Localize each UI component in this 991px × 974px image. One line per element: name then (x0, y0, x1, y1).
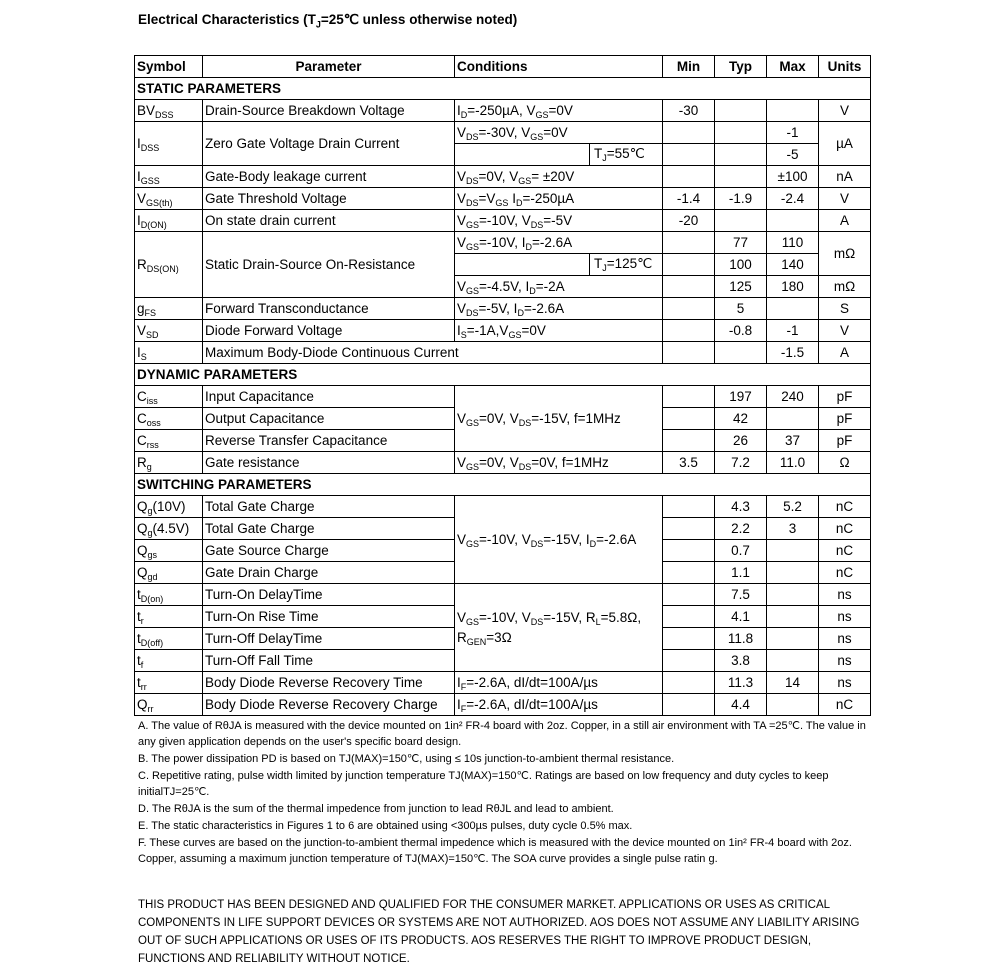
typ-cell: 4.3 (715, 496, 767, 518)
min-cell (663, 320, 715, 342)
min-cell: 3.5 (663, 452, 715, 474)
symbol-cell: $g_{FS}$ (135, 298, 203, 320)
unit-cell: mΩ (819, 276, 871, 298)
parameter-cell: Gate Threshold Voltage (203, 188, 455, 210)
unit-cell: A (819, 342, 871, 364)
typ-cell: 3.8 (715, 650, 767, 672)
min-cell (663, 562, 715, 584)
max-cell (767, 584, 819, 606)
min-cell: -20 (663, 210, 715, 232)
max-cell: -1.5 (767, 342, 819, 364)
parameter-cell: Body Diode Reverse Recovery Time (203, 672, 455, 694)
conditions-cell: $I_F=-2.6A$, dI/dt=100A/µs (455, 694, 663, 716)
electrical-characteristics-table (134, 55, 871, 716)
typ-cell (715, 342, 767, 364)
table-row (135, 672, 871, 694)
header-symbol: Symbol (135, 56, 203, 78)
parameter-cell: Total Gate Charge (203, 496, 455, 518)
max-cell (767, 694, 819, 716)
typ-cell: -1.9 (715, 188, 767, 210)
typ-cell (715, 144, 767, 166)
parameter-cell: Zero Gate Voltage Drain Current (203, 122, 455, 166)
table-row (135, 100, 871, 122)
header-min: Min (663, 56, 715, 78)
max-cell: 37 (767, 430, 819, 452)
typ-cell (715, 210, 767, 232)
max-cell: 180 (767, 276, 819, 298)
max-cell: 110 (767, 232, 819, 254)
symbol-cell: $I_{D(ON)}$ (135, 210, 203, 232)
min-cell (663, 298, 715, 320)
symbol-cell: $Q_g(4.5V)$ (135, 518, 203, 540)
conditions-cell: $V_{DS}=-5V$, $I_D=-2.6A$ (455, 298, 663, 320)
symbol-cell: $C_{rss}$ (135, 430, 203, 452)
typ-cell: 26 (715, 430, 767, 452)
typ-cell: 1.1 (715, 562, 767, 584)
typ-cell: 7.5 (715, 584, 767, 606)
parameter-cell: On state drain current (203, 210, 455, 232)
typ-cell (715, 166, 767, 188)
conditions-cell: $V_{GS}=-10V$, $I_D=-2.6A$ (455, 232, 663, 254)
min-cell (663, 650, 715, 672)
max-cell: 3 (767, 518, 819, 540)
parameter-cell: Drain-Source Breakdown Voltage (203, 100, 455, 122)
table-row (135, 298, 871, 320)
page-title: Electrical Characteristics ($T_J=25℃$ unless otherwise noted) (138, 12, 518, 30)
parameter-cell: Body Diode Reverse Recovery Charge (203, 694, 455, 716)
typ-cell (715, 122, 767, 144)
footnote-f: F. These curves are based on the junction-to-ambient thermal impedence which is measured with the device mounted on 1in² FR-4 board with 2oz. Copper, assuming a maximum junction temperature of TJ(MAX)=150℃. The SOA curve provides a single pulse ratin g. (138, 837, 852, 865)
symbol-cell: $Q_g(10V)$ (135, 496, 203, 518)
min-cell (663, 254, 715, 276)
symbol-cell: $I_S$ (135, 342, 203, 364)
typ-cell: 2.2 (715, 518, 767, 540)
parameter-cell: Input Capacitance (203, 386, 455, 408)
unit-cell: nC (819, 518, 871, 540)
symbol-cell: $R_{DS(ON)}$ (135, 232, 203, 298)
parameter-cell: Reverse Transfer Capacitance (203, 430, 455, 452)
conditions-cell: $I_S=-1A,V_{GS}=0V$ (455, 320, 663, 342)
symbol-cell: $C_{iss}$ (135, 386, 203, 408)
typ-cell: -0.8 (715, 320, 767, 342)
table-row (135, 166, 871, 188)
conditions-cell: $V_{GS}=-4.5V$, $I_D=-2A$ (455, 276, 663, 298)
parameter-cell: Gate Source Charge (203, 540, 455, 562)
unit-cell: S (819, 298, 871, 320)
max-cell: ±100 (767, 166, 819, 188)
symbol-cell: $Q_{rr}$ (135, 694, 203, 716)
footnote-c: C. Repetitive rating, pulse width limited by junction temperature TJ(MAX)=150℃. Ratings are based on low frequency and duty cycles to keep initialTJ=25℃. (138, 770, 829, 798)
footnotes (138, 718, 874, 868)
conditions-cell: $I_F=-2.6A$, dI/dt=100A/µs (455, 672, 663, 694)
conditions-cell: $V_{DS}=V_{GS}$ $I_D=-250\mu A$ (455, 188, 663, 210)
unit-cell: nC (819, 562, 871, 584)
min-cell (663, 386, 715, 408)
typ-cell: 7.2 (715, 452, 767, 474)
footnote-b: B. The power dissipation PD is based on TJ(MAX)=150℃, using ≤ 10s junction-to-ambient thermal resistance. (138, 753, 675, 765)
unit-cell: V (819, 100, 871, 122)
typ-cell: 5 (715, 298, 767, 320)
table-row (135, 232, 871, 254)
max-cell: -5 (767, 144, 819, 166)
symbol-cell: $t_{D(on)}$ (135, 584, 203, 606)
typ-cell: 100 (715, 254, 767, 276)
min-cell (663, 408, 715, 430)
unit-cell: nC (819, 540, 871, 562)
symbol-cell: $Q_{gd}$ (135, 562, 203, 584)
section-row (135, 364, 871, 386)
symbol-cell: $V_{SD}$ (135, 320, 203, 342)
symbol-cell: $I_{DSS}$ (135, 122, 203, 166)
min-cell: -30 (663, 100, 715, 122)
table-row (135, 210, 871, 232)
unit-cell: pF (819, 408, 871, 430)
min-cell (663, 496, 715, 518)
footnote-d: D. The RθJA is the sum of the thermal impedence from junction to lead RθJL and lead to ambient. (138, 803, 614, 815)
unit-cell: V (819, 320, 871, 342)
max-cell (767, 298, 819, 320)
parameter-cell: Maximum Body-Diode Continuous Current (203, 342, 663, 364)
max-cell (767, 210, 819, 232)
max-cell: 11.0 (767, 452, 819, 474)
typ-cell: 4.1 (715, 606, 767, 628)
parameter-cell: Gate resistance (203, 452, 455, 474)
unit-cell: V (819, 188, 871, 210)
parameter-cell: Gate-Body leakage current (203, 166, 455, 188)
section-row (135, 474, 871, 496)
conditions-cell: $I_D=-250\mu A$, $V_{GS}=0V$ (455, 100, 663, 122)
unit-cell: A (819, 210, 871, 232)
unit-cell: pF (819, 430, 871, 452)
min-cell (663, 628, 715, 650)
section-dynamic: DYNAMIC PARAMETERS (135, 364, 871, 386)
symbol-cell: $C_{oss}$ (135, 408, 203, 430)
min-cell (663, 430, 715, 452)
min-cell (663, 166, 715, 188)
min-cell (663, 584, 715, 606)
footnote-e: E. The static characteristics in Figures 1 to 6 are obtained using <300µs pulses, duty cycle 0.5% max. (138, 820, 633, 832)
symbol-cell: $t_{D(off)}$ (135, 628, 203, 650)
unit-cell: mΩ (819, 232, 871, 276)
header-units: Units (819, 56, 871, 78)
table-row (135, 122, 871, 144)
max-cell (767, 650, 819, 672)
conditions-cell: $V_{GS}=-10V$, $V_{DS}=-15V$, $R_L=5.8\Omega$, $R_{GEN}=3\Omega$ (455, 584, 663, 672)
conditions-cell: $T_J=55℃$ (455, 144, 663, 166)
conditions-cell: $V_{GS}=0V$, $V_{DS}=-15V$, f=1MHz (455, 386, 663, 452)
min-cell (663, 122, 715, 144)
typ-cell: 77 (715, 232, 767, 254)
section-row (135, 78, 871, 100)
min-cell (663, 672, 715, 694)
max-cell: -2.4 (767, 188, 819, 210)
parameter-cell: Turn-On DelayTime (203, 584, 455, 606)
parameter-cell: Static Drain-Source On-Resistance (203, 232, 455, 298)
symbol-cell: $t_r$ (135, 606, 203, 628)
unit-cell: ns (819, 584, 871, 606)
max-cell (767, 628, 819, 650)
parameter-cell: Turn-Off Fall Time (203, 650, 455, 672)
parameter-cell: Gate Drain Charge (203, 562, 455, 584)
max-cell (767, 408, 819, 430)
symbol-cell: $t_{rr}$ (135, 672, 203, 694)
typ-cell (715, 100, 767, 122)
conditions-cell: $V_{GS}=-10V$, $V_{DS}=-15V$, $I_D=-2.6A$ (455, 496, 663, 584)
header-max: Max (767, 56, 819, 78)
max-cell (767, 606, 819, 628)
unit-cell: nA (819, 166, 871, 188)
symbol-cell: $R_g$ (135, 452, 203, 474)
symbol-cell: $t_f$ (135, 650, 203, 672)
footnote-a: A. The value of RθJA is measured with the device mounted on 1in² FR-4 board with 2oz. Copper, in a still air environment with TA =25℃. The value in any given application depends on the user's specific board design. (138, 720, 866, 748)
table-row (135, 694, 871, 716)
min-cell (663, 232, 715, 254)
max-cell: 240 (767, 386, 819, 408)
parameter-cell: Turn-On Rise Time (203, 606, 455, 628)
disclaimer: THIS PRODUCT HAS BEEN DESIGNED AND QUALIFIED FOR THE CONSUMER MARKET. APPLICATIONS OR USES AS CRITICAL COMPONENTS IN LIFE SUPPORT DEVICES OR SYSTEMS ARE NOT AUTHORIZED. AOS DOES NOT ASSUME ANY LIABILITY ARISING OUT OF SUCH APPLICATIONS OR USES OF ITS PRODUCTS. AOS RESERVES THE RIGHT TO IMPROVE PRODUCT DESIGN, FUNCTIONS AND RELIABILITY WITHOUT NOTICE. (138, 899, 860, 965)
max-cell: 140 (767, 254, 819, 276)
max-cell: -1 (767, 320, 819, 342)
symbol-cell: $Q_{gs}$ (135, 540, 203, 562)
conditions-cell: $V_{GS}=-10V$, $V_{DS}=-5V$ (455, 210, 663, 232)
min-cell (663, 276, 715, 298)
unit-cell: ns (819, 628, 871, 650)
unit-cell: µA (819, 122, 871, 166)
typ-cell: 125 (715, 276, 767, 298)
unit-cell: nC (819, 694, 871, 716)
unit-cell: Ω (819, 452, 871, 474)
max-cell: -1 (767, 122, 819, 144)
max-cell (767, 100, 819, 122)
typ-cell: 0.7 (715, 540, 767, 562)
header-parameter: Parameter (203, 56, 455, 78)
unit-cell: ns (819, 650, 871, 672)
parameter-cell: Turn-Off DelayTime (203, 628, 455, 650)
max-cell (767, 562, 819, 584)
conditions-cell: $V_{DS}=0V$, $V_{GS}= \pm 20V$ (455, 166, 663, 188)
min-cell (663, 694, 715, 716)
max-cell: 14 (767, 672, 819, 694)
table-row (135, 452, 871, 474)
typ-cell: 197 (715, 386, 767, 408)
table-row (135, 320, 871, 342)
table-row (135, 188, 871, 210)
parameter-cell: Output Capacitance (203, 408, 455, 430)
typ-cell: 42 (715, 408, 767, 430)
header-typ: Typ (715, 56, 767, 78)
section-switching: SWITCHING PARAMETERS (135, 474, 871, 496)
unit-cell: pF (819, 386, 871, 408)
table-row (135, 386, 871, 408)
min-cell (663, 342, 715, 364)
symbol-cell: $I_{GSS}$ (135, 166, 203, 188)
conditions-cell: $T_J=125℃$ (455, 254, 663, 276)
unit-cell: nC (819, 496, 871, 518)
section-static: STATIC PARAMETERS (135, 78, 871, 100)
header-row (135, 56, 871, 78)
parameter-cell: Total Gate Charge (203, 518, 455, 540)
unit-cell: ns (819, 606, 871, 628)
parameter-cell: Forward Transconductance (203, 298, 455, 320)
min-cell (663, 540, 715, 562)
max-cell: 5.2 (767, 496, 819, 518)
max-cell (767, 540, 819, 562)
min-cell (663, 518, 715, 540)
symbol-cell: $BV_{DSS}$ (135, 100, 203, 122)
conditions-cell: $V_{GS}=0V$, $V_{DS}=0V$, f=1MHz (455, 452, 663, 474)
unit-cell: ns (819, 672, 871, 694)
table-row (135, 496, 871, 518)
symbol-cell: $V_{GS(th)}$ (135, 188, 203, 210)
min-cell (663, 606, 715, 628)
min-cell (663, 144, 715, 166)
table-row (135, 342, 871, 364)
min-cell: -1.4 (663, 188, 715, 210)
typ-cell: 4.4 (715, 694, 767, 716)
conditions-cell: $V_{DS}=-30V$, $V_{GS}=0V$ (455, 122, 663, 144)
header-conditions: Conditions (455, 56, 663, 78)
table-row (135, 584, 871, 606)
typ-cell: 11.8 (715, 628, 767, 650)
parameter-cell: Diode Forward Voltage (203, 320, 455, 342)
typ-cell: 11.3 (715, 672, 767, 694)
